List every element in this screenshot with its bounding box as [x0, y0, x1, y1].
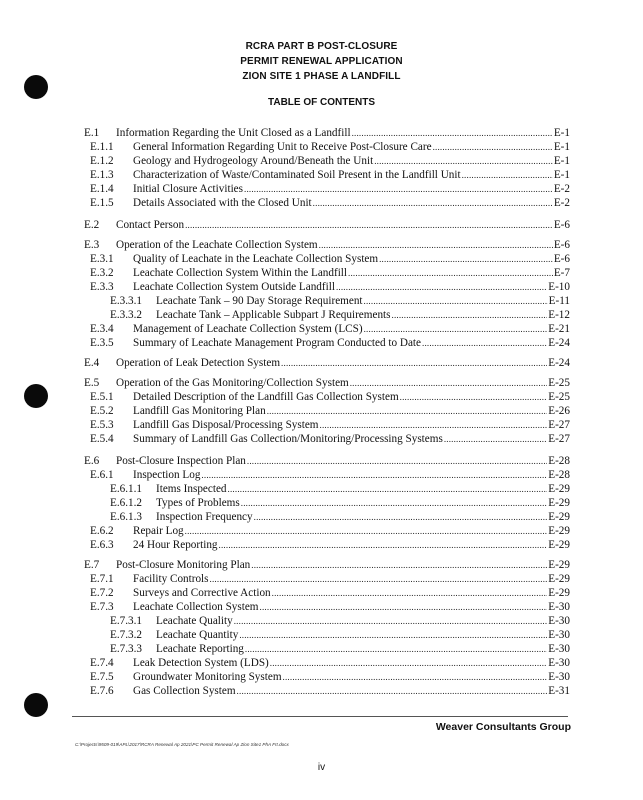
toc-entry-label: Leachate Tank – Applicable Subpart J Requirements [156, 309, 391, 321]
toc-entry-page: E-30 [548, 615, 570, 627]
toc-entry-number: E.7.6 [90, 685, 114, 697]
toc-leader-dots [462, 168, 553, 182]
toc-entry-page: E-30 [548, 629, 570, 641]
toc-entry-page: E-1 [553, 155, 570, 167]
toc-entry-number: E.5.4 [90, 433, 114, 445]
document-header [0, 39, 643, 84]
toc-entry [84, 182, 570, 196]
toc-entry-label: Leak Detection System (LDS) [133, 657, 269, 669]
toc-entry-label: Landfill Gas Disposal/Processing System [133, 419, 319, 431]
toc-entry-label: Details Associated with the Closed Unit [133, 197, 312, 209]
toc-leader-dots [350, 376, 548, 390]
toc-entry-number: E.1.5 [90, 197, 114, 209]
toc-entry-label: Leachate Collection System Outside Landfill [133, 281, 335, 293]
toc-leader-dots [185, 218, 553, 232]
header-line-1: RCRA PART B POST-CLOSURE [245, 41, 398, 52]
company-name: Weaver Consultants Group [435, 721, 571, 733]
toc-entry-page: E-30 [548, 657, 570, 669]
toc-leader-dots [313, 196, 553, 210]
toc-entry-number: E.3.5 [90, 337, 114, 349]
toc-entry-number: E.3.3.1 [110, 295, 143, 307]
toc-entry-label: Quality of Leachate in the Leachate Collection System [133, 253, 379, 265]
toc-entry-page: E-29 [548, 573, 570, 585]
toc-entry-number: E.6.1.1 [110, 483, 143, 495]
toc-entry [84, 266, 570, 280]
toc-entry-number: E.7.5 [90, 671, 114, 683]
toc-leader-dots [400, 390, 548, 404]
toc-entry-page: E-7 [553, 267, 570, 279]
toc-entry [84, 418, 570, 432]
toc-entry-page: E-2 [553, 183, 570, 195]
toc-entry [84, 376, 570, 390]
toc-entry [84, 322, 570, 336]
toc-entry [84, 628, 570, 642]
toc-entry [84, 404, 570, 418]
toc-leader-dots [364, 294, 548, 308]
toc-entry-number: E.6 [84, 455, 100, 467]
toc-leader-dots [251, 558, 547, 572]
toc-entry-number: E.3.4 [90, 323, 114, 335]
toc-entry-page: E-25 [548, 377, 570, 389]
toc-entry [84, 600, 570, 614]
toc-entry-number: E.5 [84, 377, 100, 389]
toc-entry-page: E-27 [548, 433, 570, 445]
header-line-3: ZION SITE 1 PHASE A LANDFILL [242, 71, 401, 82]
toc-leader-dots [270, 656, 547, 670]
toc-entry-label: Leachate Quantity [156, 629, 239, 641]
toc-entry [84, 308, 570, 322]
toc-leader-dots [210, 572, 548, 586]
toc-entry-page: E-11 [548, 295, 570, 307]
toc-entry-label: 24 Hour Reporting [133, 539, 218, 551]
toc-entry-page: E-29 [548, 525, 570, 537]
toc-leader-dots [241, 496, 548, 510]
toc-entry-number: E.1 [84, 127, 100, 139]
toc-entry-number: E.7.3.1 [110, 615, 143, 627]
toc-entry-label: Surveys and Corrective Action [133, 587, 271, 599]
toc-entry [84, 496, 570, 510]
toc-entry-page: E-30 [548, 671, 570, 683]
toc-entry-label: Operation of the Leachate Collection System [116, 239, 318, 251]
toc-entry-page: E-28 [548, 469, 570, 481]
toc-entry-label: Detailed Description of the Landfill Gas Collection System [133, 391, 399, 403]
footer-divider [72, 716, 568, 717]
toc-leader-dots [422, 336, 547, 350]
toc-entry-number: E.6.3 [90, 539, 114, 551]
toc-entry [84, 390, 570, 404]
toc-entry-page: E-12 [548, 309, 570, 321]
toc-entry [84, 196, 570, 210]
toc-entry [84, 670, 570, 684]
toc-entry-label: Groundwater Monitoring System [133, 671, 282, 683]
toc-entry [84, 238, 570, 252]
toc-entry-page: E-29 [548, 483, 570, 495]
toc-leader-dots [228, 482, 548, 496]
toc-entry-page: E-1 [553, 169, 570, 181]
toc-entry-page: E-29 [548, 539, 570, 551]
toc-entry-page: E-30 [548, 643, 570, 655]
toc-leader-dots [379, 252, 553, 266]
toc-entry-page: E-24 [548, 337, 570, 349]
punch-hole-bottom [24, 693, 48, 717]
toc-title: TABLE OF CONTENTS [267, 97, 376, 108]
toc-entry [84, 218, 570, 232]
toc-entry-number: E.7.3 [90, 601, 114, 613]
toc-entry-page: E-30 [548, 601, 570, 613]
toc-entry [84, 684, 570, 698]
toc-leader-dots [272, 586, 548, 600]
toc-entry-label: Management of Leachate Collection System (LCS) [133, 323, 363, 335]
toc-entry-label: Leachate Collection System Within the Landfill [133, 267, 348, 279]
toc-entry-page: E-6 [553, 253, 570, 265]
toc-entry [84, 558, 570, 572]
toc-entry-label: Post-Closure Inspection Plan [116, 455, 246, 467]
toc-entry-page: E-28 [548, 455, 570, 467]
toc-entry-number: E.6.2 [90, 525, 114, 537]
toc-entry [84, 482, 570, 496]
toc-entry-page: E-1 [553, 127, 570, 139]
page-number: iv [317, 762, 326, 773]
toc-leader-dots [283, 670, 548, 684]
toc-entry [84, 432, 570, 446]
toc-entry-page: E-29 [548, 497, 570, 509]
toc-entry-number: E.5.3 [90, 419, 114, 431]
toc-entry-number: E.4 [84, 357, 100, 369]
toc-entry-number: E.7.2 [90, 587, 114, 599]
toc-entry-number: E.6.1 [90, 469, 114, 481]
toc-entry-page: E-6 [553, 219, 570, 231]
toc-entry-number: E.7.3.3 [110, 643, 143, 655]
toc-entry-page: E-1 [553, 141, 570, 153]
toc-entry [84, 656, 570, 670]
toc-entry-page: E-27 [548, 419, 570, 431]
toc-leader-dots [219, 538, 548, 552]
toc-entry-page: E-29 [548, 511, 570, 523]
toc-entry-page: E-26 [548, 405, 570, 417]
toc-entry-number: E.6.1.2 [110, 497, 143, 509]
toc-leader-dots [336, 280, 547, 294]
toc-entry-label: Inspection Frequency [156, 511, 253, 523]
toc-leader-dots [319, 238, 553, 252]
toc-entry-number: E.3.3 [90, 281, 114, 293]
toc-entry-label: Initial Closure Activities [133, 183, 243, 195]
toc-entry [84, 154, 570, 168]
toc-entry-label: Facility Controls [133, 573, 209, 585]
toc-leader-dots [245, 642, 547, 656]
toc-leader-dots [247, 454, 547, 468]
toc-entry-number: E.5.2 [90, 405, 114, 417]
toc-entry-label: Contact Person [116, 219, 185, 231]
toc-entry-label: Leachate Tank – 90 Day Storage Requirement [156, 295, 363, 307]
toc-entry-number: E.3.3.2 [110, 309, 143, 321]
toc-leader-dots [234, 614, 548, 628]
toc-entry-label: Landfill Gas Monitoring Plan [133, 405, 266, 417]
toc-entry-label: General Information Regarding Unit to Receive Post-Closure Care [133, 141, 432, 153]
toc-entry [84, 280, 570, 294]
toc-leader-dots [267, 404, 548, 418]
toc-entry-number: E.1.3 [90, 169, 114, 181]
toc-entry [84, 572, 570, 586]
toc-entry-number: E.3.2 [90, 267, 114, 279]
toc-entry-page: E-21 [548, 323, 570, 335]
toc-leader-dots [444, 432, 547, 446]
toc-entry-page: E-29 [548, 587, 570, 599]
toc-entry [84, 140, 570, 154]
toc-leader-dots [348, 266, 553, 280]
toc-entry-label: Items Inspected [156, 483, 227, 495]
toc-entry [84, 524, 570, 538]
toc-entry-label: Leachate Quality [156, 615, 233, 627]
toc-entry-label: Gas Collection System [133, 685, 236, 697]
toc-entry [84, 336, 570, 350]
toc-leader-dots [185, 524, 548, 538]
toc-entry-number: E.3 [84, 239, 100, 251]
toc-entry [84, 454, 570, 468]
toc-entry-number: E.1.2 [90, 155, 114, 167]
toc-entry [84, 586, 570, 600]
toc-entry-page: E-2 [553, 197, 570, 209]
toc-leader-dots [239, 628, 547, 642]
toc-entry-label: Types of Problems [156, 497, 240, 509]
toc-entry [84, 168, 570, 182]
toc-entry [84, 642, 570, 656]
toc-entry-number: E.5.1 [90, 391, 114, 403]
toc-entry [84, 468, 570, 482]
toc-entry-number: E.6.1.3 [110, 511, 143, 523]
toc-leader-dots [320, 418, 548, 432]
toc-entry-label: Post-Closure Monitoring Plan [116, 559, 251, 571]
toc-entry-number: E.7.3.2 [110, 629, 143, 641]
toc-entry-label: Summary of Leachate Management Program Conducted to Date [133, 337, 421, 349]
punch-hole-middle [24, 384, 48, 408]
toc-entry-label: Leachate Collection System [133, 601, 259, 613]
toc-entry-label: Geology and Hydrogeology Around/Beneath the Unit [133, 155, 374, 167]
toc-leader-dots [244, 182, 553, 196]
toc-entry-page: E-6 [553, 239, 570, 251]
toc-leader-dots [374, 154, 553, 168]
toc-entry-label: Operation of Leak Detection System [116, 357, 281, 369]
toc-leader-dots [352, 126, 553, 140]
toc-entry-number: E.7.4 [90, 657, 114, 669]
toc-leader-dots [364, 322, 548, 336]
toc-entry-label: Characterization of Waste/Contaminated Soil Present in the Landfill Unit [133, 169, 461, 181]
toc-entry [84, 538, 570, 552]
toc-entry [84, 356, 570, 370]
toc-entry [84, 294, 570, 308]
toc-entry-label: Leachate Reporting [156, 643, 244, 655]
toc-entry-number: E.1.1 [90, 141, 114, 153]
toc-leader-dots [260, 600, 548, 614]
toc-leader-dots [392, 308, 548, 322]
toc-leader-dots [281, 356, 547, 370]
file-path: C:\Projects\9509-019\APL\2017\RCRA Renewal Ap 2021\PC Permit Renewal Ap Zion Site1 PhA Frt.docx [75, 742, 289, 747]
toc-entry-label: Information Regarding the Unit Closed as a Landfill [116, 127, 351, 139]
toc-entry [84, 126, 570, 140]
toc-leader-dots [254, 510, 548, 524]
toc-entry-page: E-25 [548, 391, 570, 403]
toc-entry-number: E.7.1 [90, 573, 114, 585]
toc-entry-label: Repair Log [133, 525, 184, 537]
toc-entry-number: E.3.1 [90, 253, 114, 265]
toc-entry-page: E-29 [548, 559, 570, 571]
toc-entry-page: E-10 [548, 281, 570, 293]
toc-leader-dots [237, 684, 548, 698]
toc-entry [84, 614, 570, 628]
toc-leader-dots [433, 140, 553, 154]
toc-entry-page: E-31 [548, 685, 570, 697]
toc-entry-number: E.1.4 [90, 183, 114, 195]
header-line-2: PERMIT RENEWAL APPLICATION [240, 56, 403, 67]
toc-entry-label: Operation of the Gas Monitoring/Collection System [116, 377, 349, 389]
toc-entry [84, 510, 570, 524]
toc-entry-number: E.7 [84, 559, 100, 571]
toc-entry-label: Summary of Landfill Gas Collection/Monitoring/Processing Systems [133, 433, 443, 445]
toc-entry-page: E-24 [548, 357, 570, 369]
toc-entry [84, 252, 570, 266]
toc-leader-dots [201, 468, 547, 482]
toc-entry-label: Inspection Log [133, 469, 201, 481]
toc-entry-number: E.2 [84, 219, 100, 231]
